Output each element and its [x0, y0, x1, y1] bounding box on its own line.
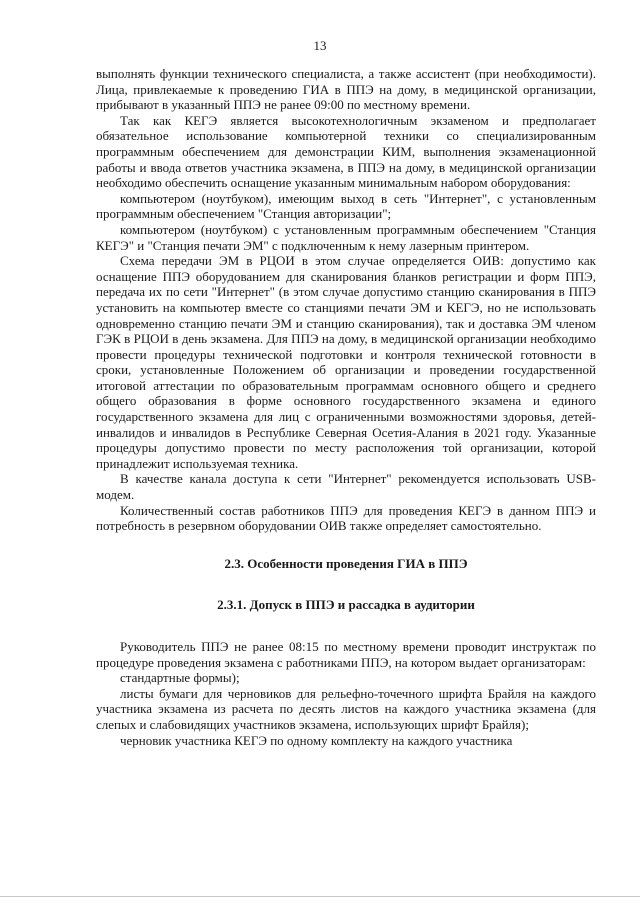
paragraph-briefing: Руководитель ППЭ не ранее 08:15 по местному времени проводит инструктаж по процедуре проведения экзамена с работниками ППЭ, на котором выдает организаторам:	[96, 639, 596, 670]
page-number: 13	[313, 38, 327, 53]
scan-edge-rule	[0, 896, 640, 897]
list-item-braille-sheets: листы бумаги для черновиков для рельефно-точечного шрифта Брайля на каждого участника экзамена из расчета по десять листов на каждого участника экзамена (для слепых и слабовидящих участников экзамена, использующих шрифт Брайля);	[96, 685, 596, 732]
list-item-authorization-station: компьютером (ноутбуком), имеющим выход в сеть "Интернет", с установленным программным обеспечением "Станция авторизации";	[96, 190, 596, 222]
list-item-kege-station: компьютером (ноутбуком) с установленным программным обеспечением "Станция КЕГЭ" и "Станция печати ЭМ" с подключенным к нему лазерным принтером.	[96, 221, 596, 253]
paragraph-kege-equipment: Так как КЕГЭ является высокотехнологичным экзаменом и предполагает обязательное использование компьютерной техники со специализированным программным обеспечением для демонстрации КИМ, выполнения экзаменационной работы и ввода ответов участника экзамена, в ППЭ на дому, в медицинской организации необходимо обеспечить оснащение указанным минимальным набором оборудования:	[96, 112, 596, 191]
document-body	[96, 66, 596, 748]
section-heading: 2.3. Особенности проведения ГИА в ППЭ	[224, 555, 468, 571]
paragraph-staff-count: Количественный состав работников ППЭ для проведения КЕГЭ в данном ППЭ и потребность в резервном оборудовании ОИВ также определяет самостоятельно.	[96, 502, 596, 534]
list-item-kege-drafts: черновик участника КЕГЭ по одному комплекту на каждого участника	[120, 732, 513, 748]
list-item-standard-forms: стандартные формы);	[120, 670, 240, 686]
paragraph-usb-modem: В качестве канала доступа к сети "Интернет" рекомендуется использовать USB-модем.	[96, 471, 596, 503]
paragraph-em-transfer: Схема передачи ЭМ в РЦОИ в этом случае определяется ОИВ: допустимо как оснащение ППЭ оборудованием для сканирования бланков регистрации и форм ППЭ, передача их по сети "Интернет" (в этом случае допустимо станцию сканирования в ППЭ установить на компьютер вместе со станциями печати ЭМ и КЕГЭ, но не использовать одновременно станцию печати ЭМ и станцию сканирования), так и доставка ЭМ членом ГЭК в РЦОИ в день экзамена. Для ППЭ на дому, в медицинской организации необходимо провести процедуры технической подготовки и контроля технической готовности в сроки, установленные Положением об организации и проведении государственной итоговой аттестации по образовательным программам основного общего и среднего общего образования в форме основного государственного экзамена и единого государственного экзамена для лиц с ограниченными возможностями здоровья, детей-инвалидов и инвалидов в Республике Северная Осетия-Алания в 2021 году. Указанные процедуры допустимо провести по месту расположения той организации, которой принадлежит используемая техника.	[96, 253, 596, 471]
subsection-heading: 2.3.1. Допуск в ППЭ и рассадка в аудитории	[217, 597, 475, 613]
paragraph-staff-arrival: выполнять функции технического специалиста, а также ассистент (при необходимости). Лица, привлекаемые к проведению ГИА в ППЭ на дому, в медицинской организации, прибывают в указанный ППЭ не ранее 09:00 по местному времени.	[96, 66, 596, 113]
